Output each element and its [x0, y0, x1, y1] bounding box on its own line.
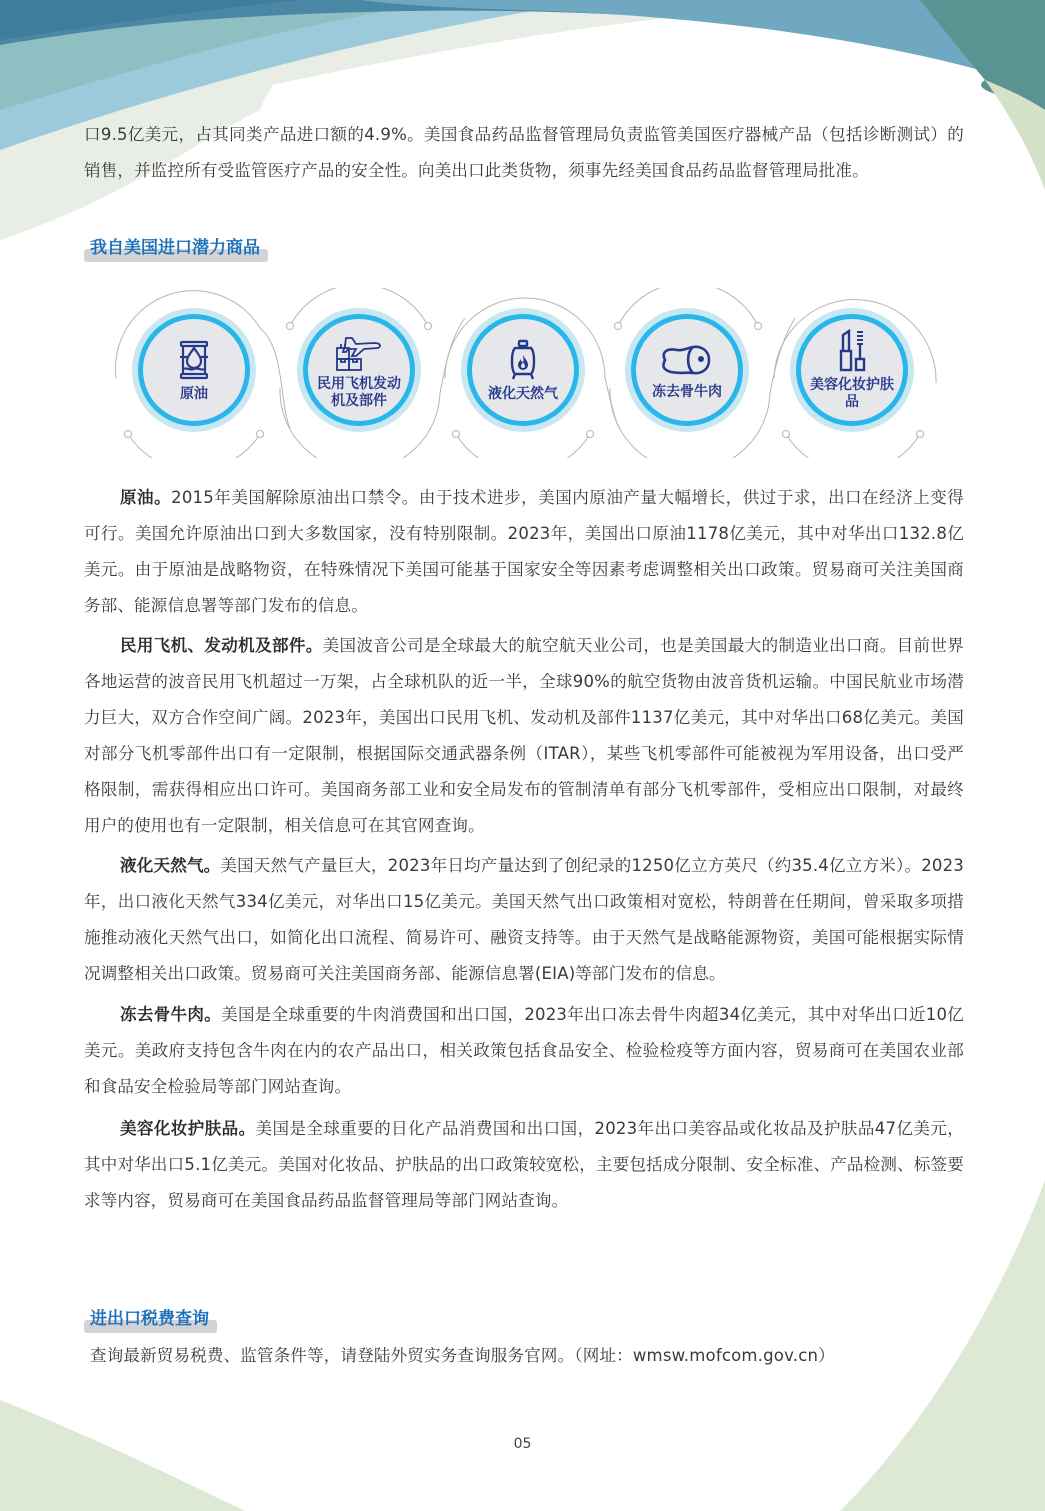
paragraph-crude-oil: [84, 480, 964, 624]
gas-tank-icon: [501, 338, 545, 382]
intro-paragraph: 口9.5亿美元，占其同类产品进口额的4.9%。美国食品药品监督管理局负责监管美国医疗器械产品（包括诊断测试）的销售，并监控所有受监管医疗产品的安全性。向美出口此类货物，须事先经美国食品药品监督管理局批准。: [84, 125, 964, 180]
paragraph-body: 美国是全球重要的日化产品消费国和出口国，2023年出口美容品或化妆品及护肤品47亿美元，其中对华出口5.1亿美元。美国对化妆品、护肤品的出口政策较宽松，主要包括成分限制、安全标准、产品检测、标签要求等内容，贸易商可在美国食品药品监督管理局等部门网站查询。: [84, 1119, 964, 1210]
paragraph-cosmetics: [84, 1111, 964, 1219]
paragraph-lead: 民用飞机、发动机及部件。: [120, 636, 323, 655]
product-label: 原油: [180, 385, 208, 402]
product-circles: [110, 288, 950, 458]
tariff-query-text: [90, 1338, 970, 1374]
tariff-query-prefix: 查询最新贸易税费、监管条件等，请登陆外贸实务查询服务官网。（网址：: [90, 1346, 633, 1365]
page-number: 05: [513, 1436, 532, 1452]
product-cosmetics-skincare: [790, 308, 914, 432]
tariff-query-suffix: ）: [818, 1346, 835, 1365]
product-lng: [461, 308, 585, 432]
paragraph-aircraft: [84, 628, 964, 844]
paragraph-lead: 冻去骨牛肉。: [120, 1005, 222, 1024]
paragraph-lead: 原油。: [120, 488, 172, 507]
website-link[interactable]: wmsw.mofcom.gov.cn: [632, 1346, 819, 1365]
product-label: 美容化妆护肤品: [810, 377, 894, 410]
paragraph-lng: [84, 848, 964, 992]
product-crude-oil: [132, 308, 256, 432]
product-label: 冻去骨牛肉: [652, 383, 722, 400]
paragraph-body: 美国天然气产量巨大，2023年日均产量达到了创纪录的1250亿立方英尺（约35.4亿立方米）。2023年，出口液化天然气334亿美元，对华出口15亿美元。美国天然气出口政策相对宽松，特朗普在任期间，曾采取多项措施推动液化天然气出口，如简化出口流程、简易许可、融资支持等。由于天然气是战略能源物资，美国可能根据实际情况调整相关出口政策。贸易商可关注美国商务部、能源信息署(EIA)等部门发布的信息。: [84, 856, 964, 983]
product-aircraft-engines-parts: [297, 308, 421, 432]
meat-icon: [659, 340, 715, 380]
paragraph-beef: [84, 997, 964, 1105]
oil-barrel-icon: [172, 338, 216, 382]
paragraph-body: 2015年美国解除原油出口禁令。由于技术进步，美国内原油产量大幅增长，供过于求，出口在经济上变得可行。美国允许原油出口到大多数国家，没有特别限制。2023年，美国出口原油1178亿美元，其中对华出口132.8亿美元。由于原油是战略物资，在特殊情况下美国可能基于国家安全等因素考虑调整相关出口政策。贸易商可关注美国商务部、能源信息署等部门发布的信息。: [84, 488, 964, 615]
paragraph-body: 美国波音公司是全球最大的航空航天业公司，也是美国最大的制造业出口商。目前世界各地运营的波音民用飞机超过一万架，占全球机队的近一半，全球90%的航空货物由波音货机运输。中国民航业市场潜力巨大，双方合作空间广阔。2023年，美国出口民用飞机、发动机及部件1137亿美元，其中对华出口68亿美元。美国对部分飞机零部件出口有一定限制，根据国际交通武器条例（ITAR），某些飞机零部件可能被视为军用设备，出口受严格限制，需获得相应出口许可。美国商务部工业和安全局发布的管制清单有部分飞机零部件，受相应出口限制，对最终用户的使用也有一定限制，相关信息可在其官网查询。: [84, 636, 964, 835]
paragraph-lead: 美容化妆护肤品。: [120, 1119, 256, 1138]
product-label: 民用飞机发动机及部件: [317, 376, 401, 409]
airplane-cargo-icon: [334, 334, 384, 372]
section-title-tariff-query: 进出口税费查询: [84, 1307, 217, 1333]
product-label: 液化天然气: [488, 385, 558, 402]
paragraph-lead: 液化天然气。: [120, 856, 221, 875]
lipstick-mascara-icon: [832, 329, 872, 373]
product-frozen-beef: [625, 308, 749, 432]
section-title-potential-imports: 我自美国进口潜力商品: [84, 236, 268, 262]
paragraph-body: 美国是全球重要的牛肉消费国和出口国，2023年出口冻去骨牛肉超34亿美元，其中对华出口近10亿美元。美政府支持包含牛肉在内的农产品出口，相关政策包括食品安全、检验检疫等方面内容，贸易商可在美国农业部和食品安全检验局等部门网站查询。: [84, 1005, 965, 1096]
